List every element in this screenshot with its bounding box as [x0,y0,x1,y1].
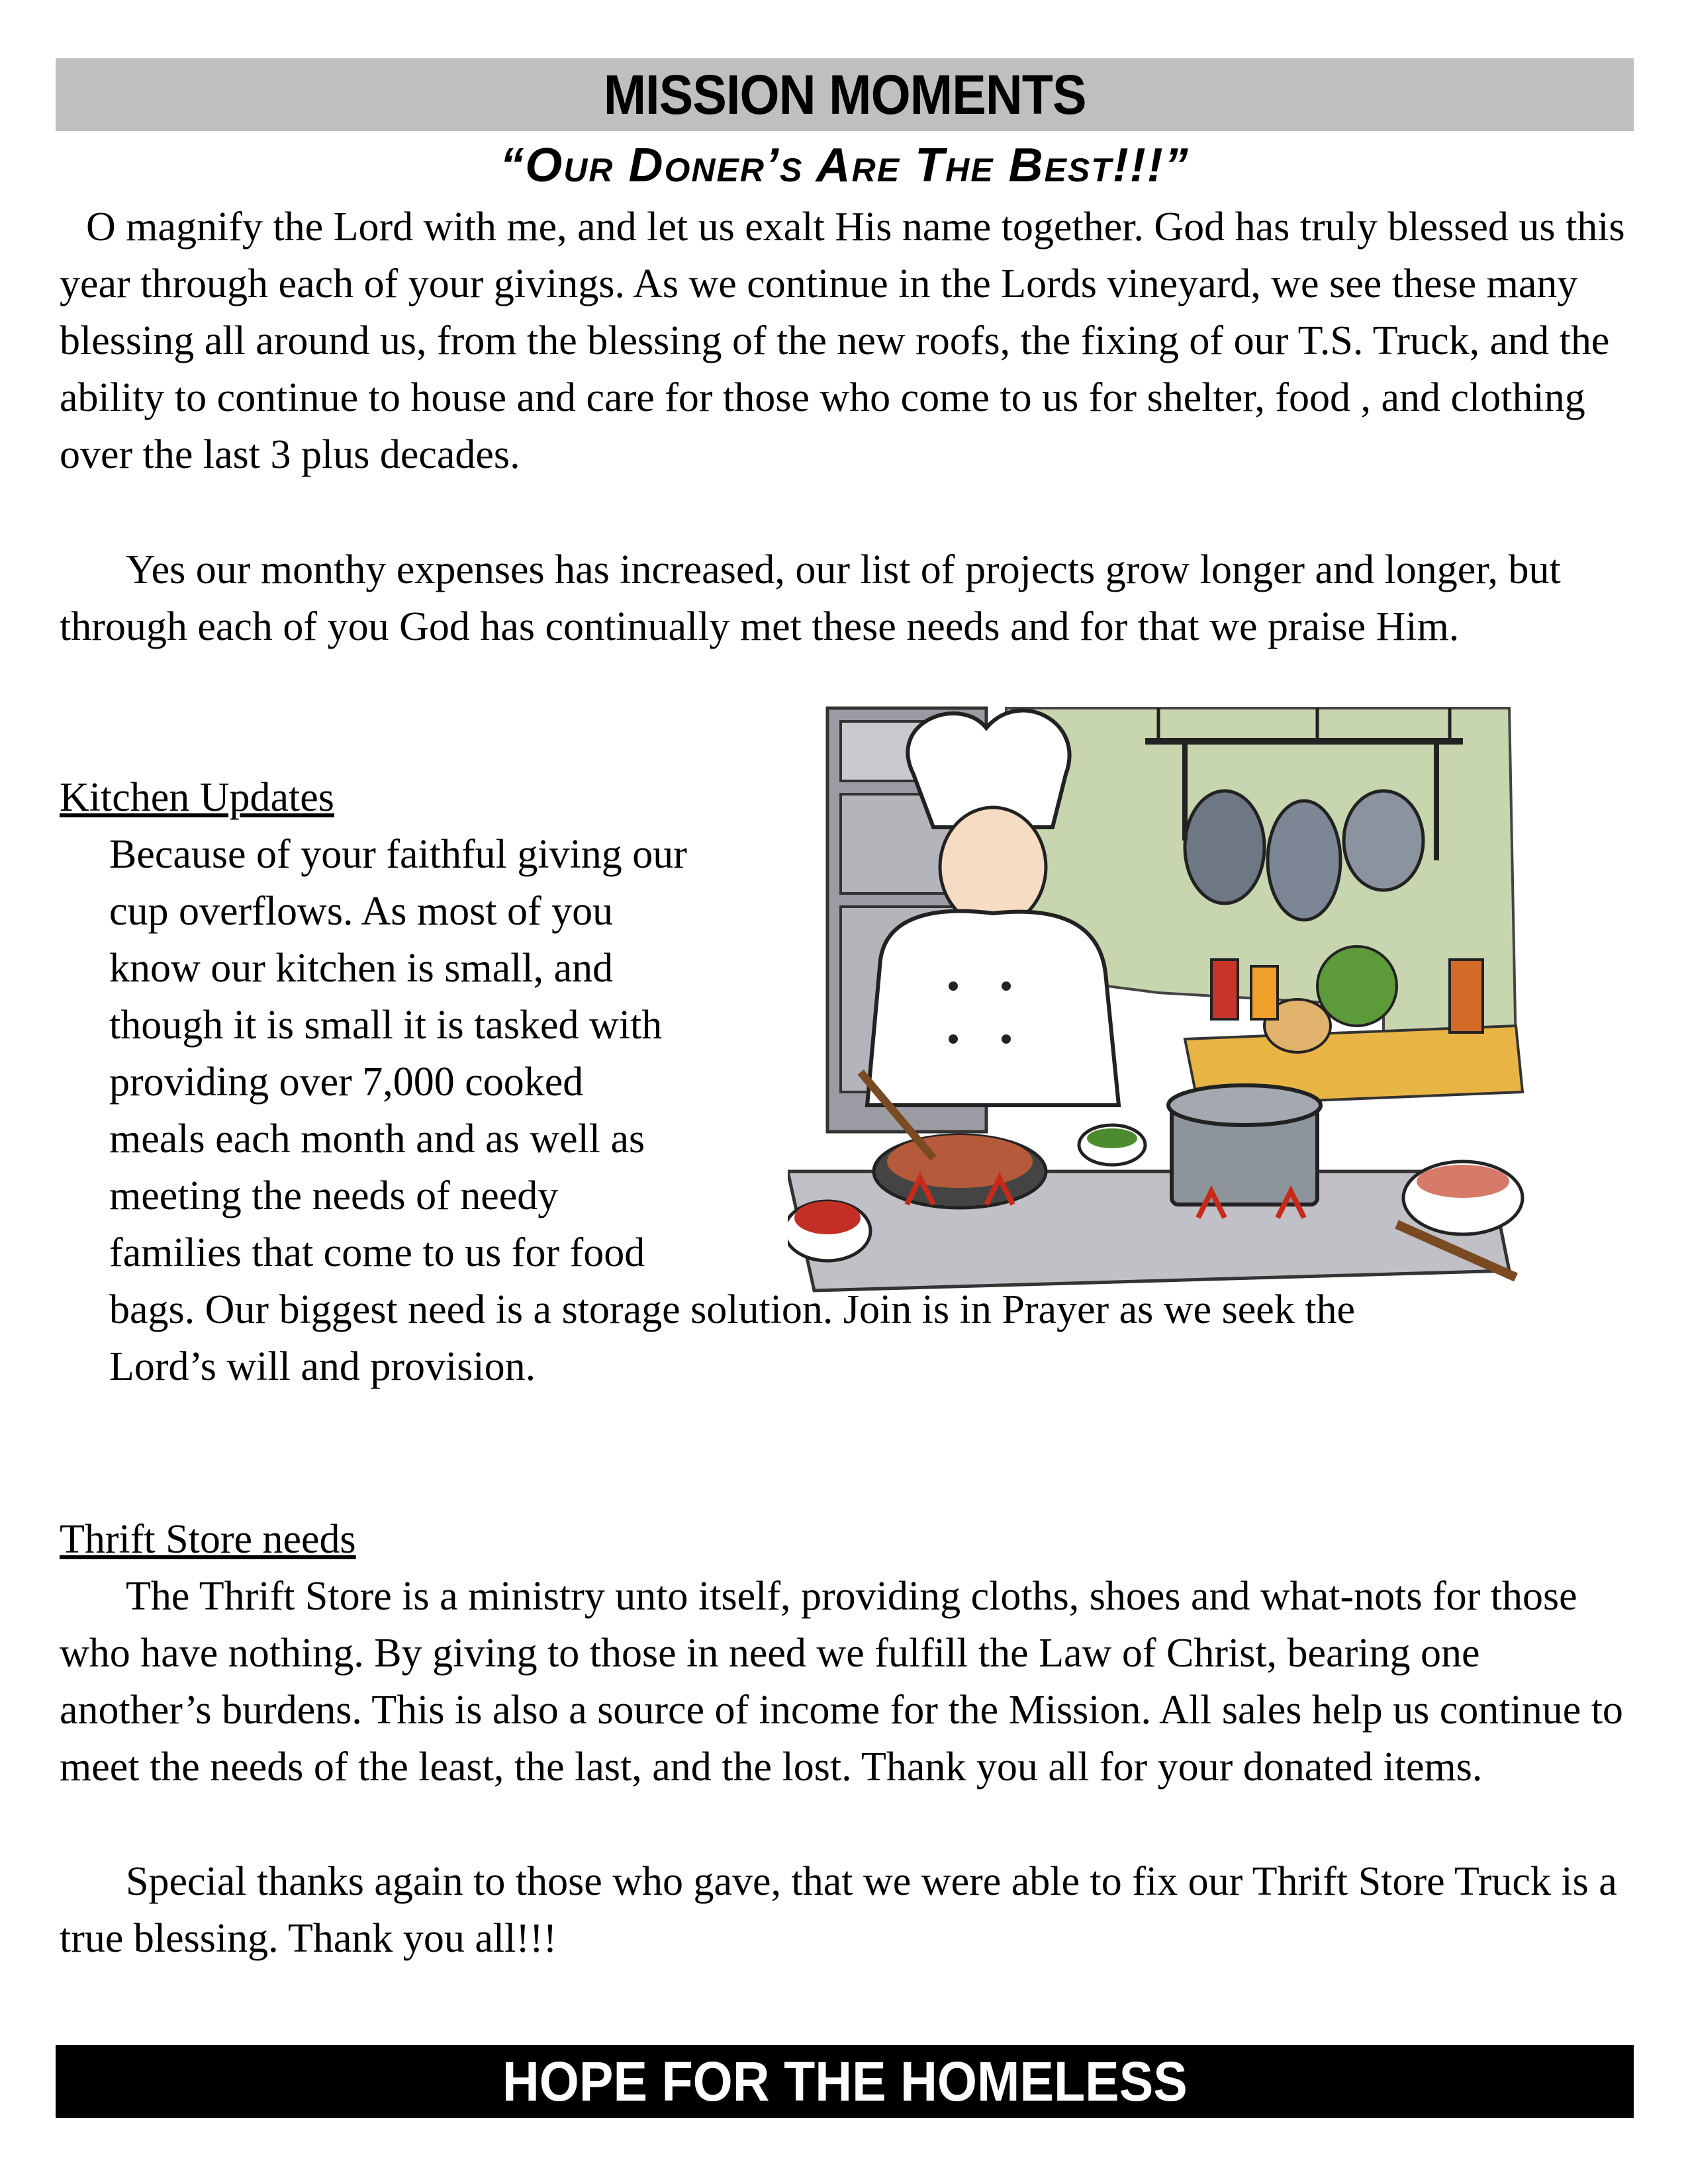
kitchen-heading: Kitchen Updates [60,775,334,820]
kitchen-line: bags. Our biggest need is a storage solution. Join is in Prayer as we seek the [109,1287,1356,1332]
kitchen-paragraph [109,826,1632,1395]
kitchen-line: know our kitchen is small, and [109,946,614,991]
kitchen-line: cup overflows. As most of you [109,889,614,934]
thrift-paragraph [60,1568,1642,1796]
intro-paragraph-2-text: Yes our monthy expenses has increased, our list of projects grow longer and longer, but through each of you God has continually met these needs and for that we praise Him. [60,547,1561,649]
header-bar [56,58,1634,131]
intro-paragraph-1 [60,199,1642,483]
kitchen-line: meeting the needs of needy [109,1173,559,1218]
footer-bar [56,2045,1634,2118]
intro-paragraph-2 [60,541,1642,655]
thanks-paragraph-text: Special thanks again to those who gave, that we were able to fix our Thrift Store Truck is a true blessing. Thank you all!!! [60,1859,1617,1961]
subtitle: “Our Doner’s Are The Best!!!” [500,139,1190,192]
intro-paragraph-1-text: O magnify the Lord with me, and let us exalt His name together. God has truly blessed us this year through each of your givings. As we continue in the Lords vineyard, we see these many blessing all around us, from the blessing of the new roofs, the fixing of our T.S. Truck, and the ability to continue to house and care for those who come to us for shelter, food , and clothing over the last 3 plus decades. [60,205,1625,477]
kitchen-line: meals each month and as well as [109,1116,645,1161]
footer-title: HOPE FOR THE HOMELESS [502,2050,1188,2113]
thanks-paragraph [60,1853,1642,1967]
kitchen-line: though it is small it is tasked with [109,1003,663,1048]
kitchen-line: families that come to us for food [109,1230,645,1275]
page-title: MISSION MOMENTS [603,64,1086,126]
thrift-paragraph-text: The Thrift Store is a ministry unto itself, providing cloths, shoes and what-nots for those who have nothing. By giving to those in need we fulfill the Law of Christ, bearing one another’s burdens. This is also a source of income for the Mission. All sales help us continue to meet the needs of the least, the last, and the lost. Thank you all for your donated items. [60,1574,1623,1790]
kitchen-line: providing over 7,000 cooked [109,1060,584,1105]
kitchen-line: Because of your faithful giving our [109,832,687,877]
thrift-heading: Thrift Store needs [60,1517,356,1562]
kitchen-line: Lord’s will and provision. [109,1344,536,1389]
